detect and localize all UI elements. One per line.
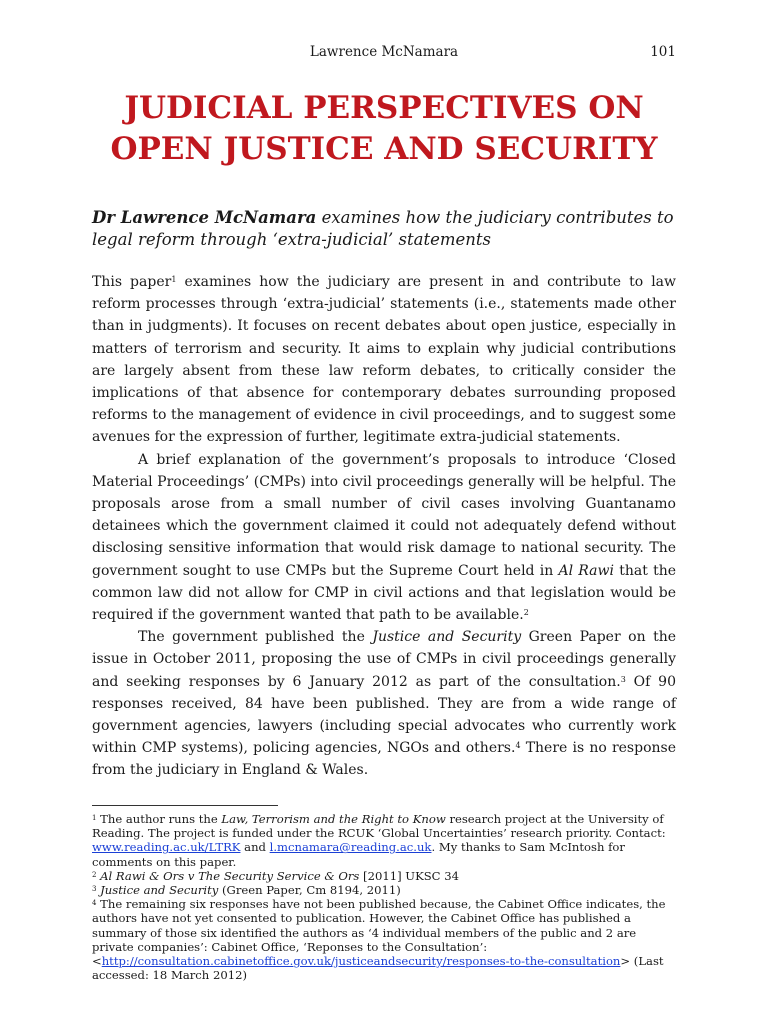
title-line-2: OPEN JUSTICE AND SECURITY <box>110 131 658 167</box>
green-paper-title: Justice and Security <box>96 883 219 898</box>
footnote-1-text-d: . My thanks to Sam McIntosh for comments on this paper. <box>92 840 625 869</box>
project-name: Law, Terrorism and the Right to Know <box>221 812 446 826</box>
footnote-4-text-a: The remaining six responses have not been published because, the Cabinet Office indicates, the authors have not yet consented to publication. However, the Cabinet Office has published a summary of those six identified the authors as ‘4 individual members of the public and 2 are private companies’: Cabinet Office, ‘Reponses to the Consultation’: < <box>92 897 666 969</box>
p2-text-b: that the common law did not allow for CMP in civil actions and that legislation would be required if the government wanted that path to be available. <box>92 562 676 624</box>
ltrk-website-link[interactable]: www.reading.ac.uk/LTRK <box>92 840 241 855</box>
paragraph-2 <box>92 449 676 627</box>
article-body <box>92 271 676 782</box>
article-subtitle <box>92 207 676 251</box>
p3-text-b: Green Paper on the issue in October 2011, proposing the use of CMPs in civil proceedings generally and seeking responses by 6 January 2012 as part of the consultation. <box>92 629 676 690</box>
footnote-1 <box>92 812 676 869</box>
footnote-1-text-b: research project at the University of Reading. The project is funded under the RCUK ‘Global Uncertainties’ research priority. Contact: <box>92 812 666 841</box>
running-header <box>92 44 676 64</box>
footnote-4 <box>92 897 676 982</box>
header-author: Lawrence McNamara <box>309 44 459 60</box>
p3-text-d: There is no response from the judiciary in England & Wales. <box>92 740 676 779</box>
footnote-2-number: 2 <box>92 870 97 879</box>
footnote-1-text-c: and <box>240 840 270 855</box>
footnote-3-text: (Green Paper, Cm 8194, 2011) <box>218 883 401 898</box>
footnote-1-text-a: The author runs the <box>96 812 222 826</box>
footnote-3-number: 3 <box>92 885 97 894</box>
footnote-divider <box>92 805 278 806</box>
author-email-link[interactable]: l.mcnamara@reading.ac.uk <box>269 840 432 855</box>
footnote-ref-4[interactable]: 4 <box>515 741 521 751</box>
footnote-2-text: [2011] UKSC 34 <box>359 868 459 883</box>
footnote-2 <box>92 869 676 883</box>
case-name-al-rawi: Al Rawi <box>558 562 614 579</box>
subtitle-author: Dr Lawrence McNamara <box>92 208 317 227</box>
case-citation: Al Rawi & Ors v The Security Service & Ors <box>96 868 360 883</box>
consultation-link[interactable]: http://consultation.cabinetoffice.gov.uk/justiceandsecurity/responses-to-the-consultation <box>101 954 621 969</box>
p3-text-c: Of 90 responses received, 84 have been published. They are from a wide range of government agencies, lawyers (including special advocates who currently work within CMP systems), policing agencies, NGOs and others. <box>92 673 676 757</box>
footnote-4-text-b: > (Last accessed: 18 March 2012) <box>92 954 664 983</box>
footnote-1-number: 1 <box>92 814 97 822</box>
doc-name-justice-security: Justice and Security <box>372 629 522 646</box>
paragraph-3 <box>92 626 676 781</box>
p1-text-a: This paper <box>92 274 172 290</box>
footnote-4-number: 4 <box>92 899 97 908</box>
article-title <box>60 88 708 170</box>
title-line-1: JUDICIAL PERSPECTIVES ON <box>124 90 644 126</box>
p2-text-a: A brief explanation of the government’s proposals to introduce ‘Closed Material Proceedings’ (CMPs) into civil proceedings generally will be helpful. The proposals arose from a small number of civil cases involving Guantanamo detainees which the government claimed it could not adequately defend without disclosing sensitive information that would risk damage to national security. The government sought to use CMPs but the Supreme Court held in <box>92 451 676 579</box>
footnote-3 <box>92 883 676 897</box>
p3-text-a: The government published the <box>138 629 373 646</box>
footnote-ref-1[interactable]: 1 <box>171 275 177 284</box>
footnotes <box>92 812 676 982</box>
p1-text-b: examines how the judiciary are present in and contribute to law reform processes through ‘extra-judicial’ statements (i.e., statements made other than in judgments). It focuses on recent debates about open justice, especially in matters of terrorism and security. It aims to explain why judicial contributions are largely absent from these law reform debates, to critically consider the implications of that absence for contemporary debates surrounding proposed reforms to the management of evidence in civil proceedings, and to suggest some avenues for the expression of further, legitimate extra-judicial statements. <box>92 274 677 446</box>
footnote-ref-2[interactable]: 2 <box>523 608 529 618</box>
paragraph-1 <box>92 271 676 449</box>
subtitle-text: examines how the judiciary contributes to legal reform through ‘extra-judicial’ statements <box>92 208 674 249</box>
footnote-ref-3[interactable]: 3 <box>620 674 626 684</box>
page-number: 101 <box>650 44 676 60</box>
